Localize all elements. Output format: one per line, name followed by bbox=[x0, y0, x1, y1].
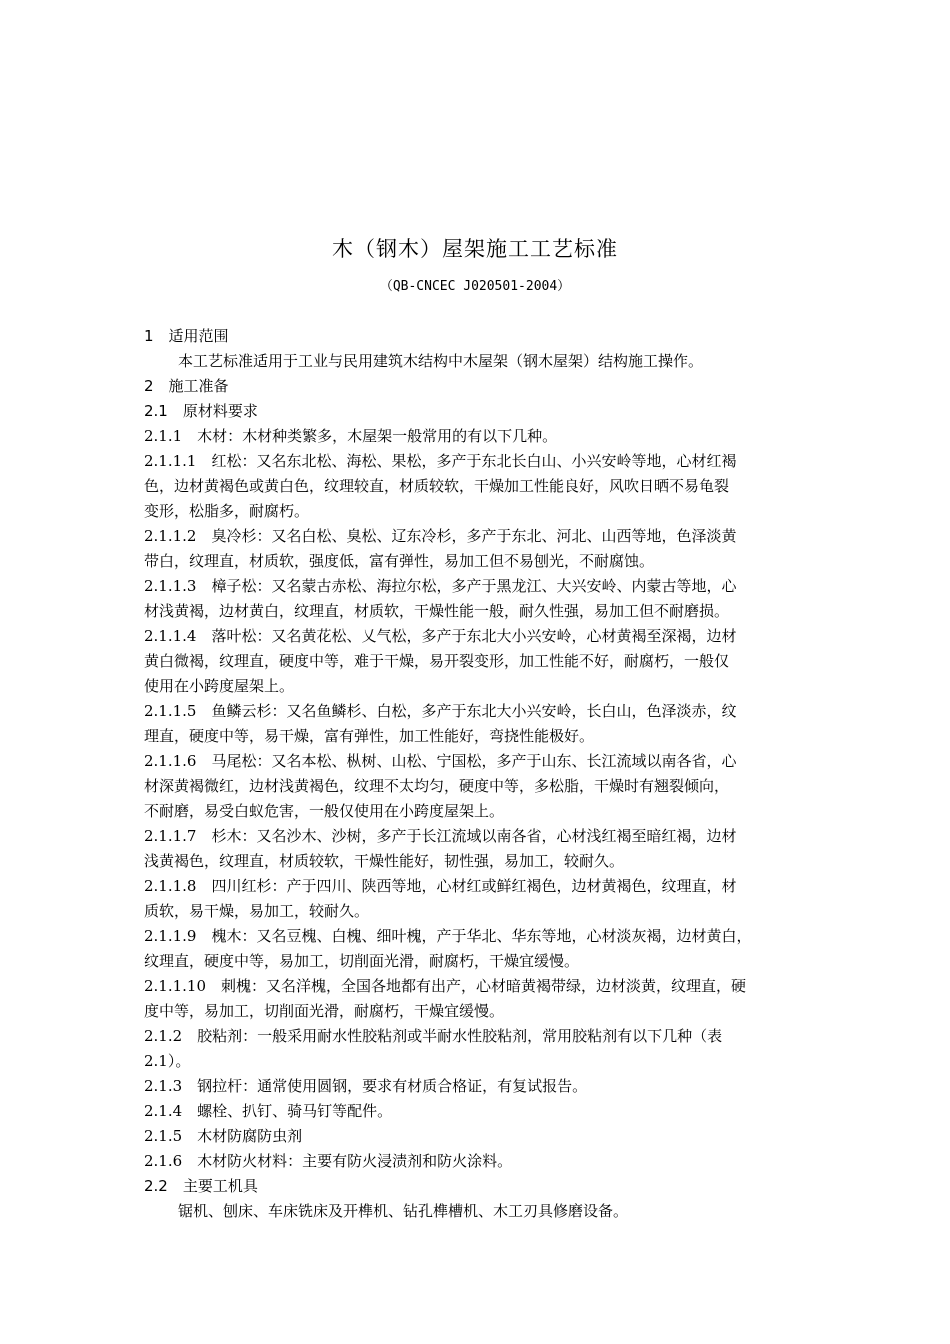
line-text: 度中等，易加工，切削面光滑，耐腐朽，干燥宜缓慢。 bbox=[144, 1002, 505, 1020]
line-text: 四川红杉：产于四川、陕西等地，心材红或鲜红褐色，边材黄褐色，纹理直，材 bbox=[211, 877, 737, 895]
section-number: 2.1.1.5 bbox=[144, 702, 197, 720]
section-number: 2.1.4 bbox=[144, 1102, 183, 1120]
text-line bbox=[144, 824, 816, 849]
text-line bbox=[144, 1124, 816, 1149]
line-text: 木材：木材种类繁多，木屋架一般常用的有以下几种。 bbox=[197, 427, 558, 445]
text-line bbox=[144, 1074, 816, 1099]
line-text: 樟子松：又名蒙古赤松、海拉尔松，多产于黑龙江、大兴安岭、内蒙古等地，心 bbox=[211, 577, 737, 595]
text-line bbox=[144, 499, 816, 524]
line-text: 理直，硬度中等，易干燥，富有弹性，加工性能好，弯挠性能极好。 bbox=[144, 727, 595, 745]
section-number: 2.1.3 bbox=[144, 1077, 183, 1095]
line-text: 原材料要求 bbox=[182, 402, 258, 420]
line-text: 杉木：又名沙木、沙树，多产于长江流域以南各省，心材浅红褐至暗红褐，边材 bbox=[211, 827, 737, 845]
line-text: 落叶松：又名黄花松、乂气松，多产于东北大小兴安岭，心材黄褐至深褐，边材 bbox=[211, 627, 737, 645]
line-text: 木材防腐防虫剂 bbox=[197, 1127, 303, 1145]
text-line bbox=[144, 549, 816, 574]
section-number: 2.1 bbox=[144, 402, 168, 420]
text-line bbox=[144, 949, 816, 974]
line-text: 木材防火材料：主要有防火浸渍剂和防火涂料。 bbox=[197, 1152, 513, 1170]
text-line bbox=[144, 974, 816, 999]
text-line bbox=[144, 1149, 816, 1174]
section-number: 2 bbox=[144, 377, 154, 395]
line-text: 鱼鳞云杉：又名鱼鳞杉、白松，多产于东北大小兴安岭，长白山，色泽淡赤，纹 bbox=[211, 702, 737, 720]
line-text: 锯机、刨床、车床铣床及开榫机、钻孔榫槽机、木工刃具修磨设备。 bbox=[178, 1202, 629, 1220]
section-number: 2.1.1.3 bbox=[144, 577, 197, 595]
section-heading bbox=[144, 399, 816, 424]
text-line bbox=[144, 1099, 816, 1124]
text-line bbox=[144, 899, 816, 924]
text-line bbox=[144, 574, 816, 599]
standard-code: （QB-CNCEC J020501-2004） bbox=[379, 279, 571, 294]
text-line bbox=[144, 599, 816, 624]
section-number: 2.1.1 bbox=[144, 427, 183, 445]
text-line bbox=[144, 449, 816, 474]
line-text: 本工艺标准适用于工业与民用建筑木结构中木屋架（钢木屋架）结构施工操作。 bbox=[178, 352, 704, 370]
text-line bbox=[144, 749, 816, 774]
line-text: 黄白微褐，纹理直，硬度中等，难于干燥，易开裂变形，加工性能不好，耐腐朽，一般仅 bbox=[144, 652, 730, 670]
text-line bbox=[144, 349, 816, 374]
text-line bbox=[144, 774, 816, 799]
line-text: 使用在小跨度屋架上。 bbox=[144, 677, 295, 695]
line-text: 刺槐：又名洋槐，全国各地都有出产，心材暗黄褐带绿，边材淡黄，纹理直，硬 bbox=[221, 977, 747, 995]
text-line bbox=[144, 474, 816, 499]
section-number: 2.1.1.8 bbox=[144, 877, 197, 895]
line-text: 色，边材黄褐色或黄白色，纹理较直，材质较软，干燥加工性能良好，风吹日晒不易龟裂 bbox=[144, 477, 730, 495]
text-line bbox=[144, 424, 816, 449]
line-text: 钢拉杆：通常使用圆钢，要求有材质合格证，有复试报告。 bbox=[197, 1077, 588, 1095]
text-line bbox=[144, 524, 816, 549]
section-number: 2.1.5 bbox=[144, 1127, 183, 1145]
line-text: 材浅黄褐，边材黄白，纹理直，材质软，干燥性能一般，耐久性强，易加工但不耐磨损。 bbox=[144, 602, 730, 620]
section-number: 2.1.1.6 bbox=[144, 752, 197, 770]
line-text: 马尾松：又名本松、枞树、山松、宁国松，多产于山东、长江流域以南各省，心 bbox=[211, 752, 737, 770]
section-number: 2.1.1.10 bbox=[144, 977, 207, 995]
section-number: 2.1.6 bbox=[144, 1152, 183, 1170]
text-line bbox=[144, 649, 816, 674]
line-text: 变形，松脂多，耐腐朽。 bbox=[144, 502, 310, 520]
line-text: 槐木：又名豆槐、白槐、细叶槐，产于华北、华东等地，心材淡灰褐，边材黄白， bbox=[211, 927, 752, 945]
section-number: 2.1.1.7 bbox=[144, 827, 197, 845]
line-text: 不耐磨，易受白蚁危害，一般仅使用在小跨度屋架上。 bbox=[144, 802, 505, 820]
line-text: 材深黄褐微红，边材浅黄褐色，纹理不太均匀，硬度中等，多松脂，干燥时有翘裂倾向， bbox=[144, 777, 730, 795]
text-line bbox=[144, 699, 816, 724]
text-line bbox=[144, 924, 816, 949]
text-line bbox=[144, 999, 816, 1024]
text-line bbox=[144, 874, 816, 899]
section-heading bbox=[144, 1174, 816, 1199]
section-heading bbox=[144, 374, 816, 399]
text-line bbox=[144, 849, 816, 874]
line-text: 适用范围 bbox=[168, 327, 229, 345]
text-line bbox=[144, 624, 816, 649]
text-line bbox=[144, 799, 816, 824]
text-line bbox=[144, 1049, 816, 1074]
line-text: 臭冷杉：又名白松、臭松、辽东冷杉，多产于东北、河北、山西等地，色泽淡黄 bbox=[211, 527, 737, 545]
line-text: 螺栓、扒钉、骑马钉等配件。 bbox=[197, 1102, 393, 1120]
text-line bbox=[144, 674, 816, 699]
section-number: 2.1.1.2 bbox=[144, 527, 197, 545]
line-text: 胶粘剂：一般采用耐水性胶粘剂或半耐水性胶粘剂，常用胶粘剂有以下几种（表 bbox=[197, 1027, 723, 1045]
section-number: 1 bbox=[144, 327, 154, 345]
section-number: 2.1.1.4 bbox=[144, 627, 197, 645]
document-title: 木（钢木）屋架施工工艺标准 bbox=[332, 237, 618, 261]
text-line bbox=[144, 724, 816, 749]
section-number: 2.1.1.1 bbox=[144, 452, 197, 470]
section-number: 2.1.1.9 bbox=[144, 927, 197, 945]
text-line bbox=[144, 1199, 816, 1224]
line-text: 2.1）。 bbox=[144, 1052, 191, 1070]
line-text: 纹理直，硬度中等，易加工，切削面光滑，耐腐朽，干燥宜缓慢。 bbox=[144, 952, 580, 970]
text-line bbox=[144, 1024, 816, 1049]
line-text: 红松：又名东北松、海松、果松，多产于东北长白山、小兴安岭等地，心材红褐 bbox=[211, 452, 737, 470]
section-number: 2.2 bbox=[144, 1177, 168, 1195]
line-text: 主要工机具 bbox=[182, 1177, 258, 1195]
section-number: 2.1.2 bbox=[144, 1027, 183, 1045]
line-text: 浅黄褐色，纹理直，材质较软，干燥性能好，韧性强，易加工，较耐久。 bbox=[144, 852, 625, 870]
line-text: 施工准备 bbox=[168, 377, 229, 395]
line-text: 带白，纹理直，材质软，强度低，富有弹性，易加工但不易刨光，不耐腐蚀。 bbox=[144, 552, 655, 570]
line-text: 质软，易干燥，易加工，较耐久。 bbox=[144, 902, 370, 920]
section-heading bbox=[144, 324, 816, 349]
document-body bbox=[144, 324, 816, 1224]
